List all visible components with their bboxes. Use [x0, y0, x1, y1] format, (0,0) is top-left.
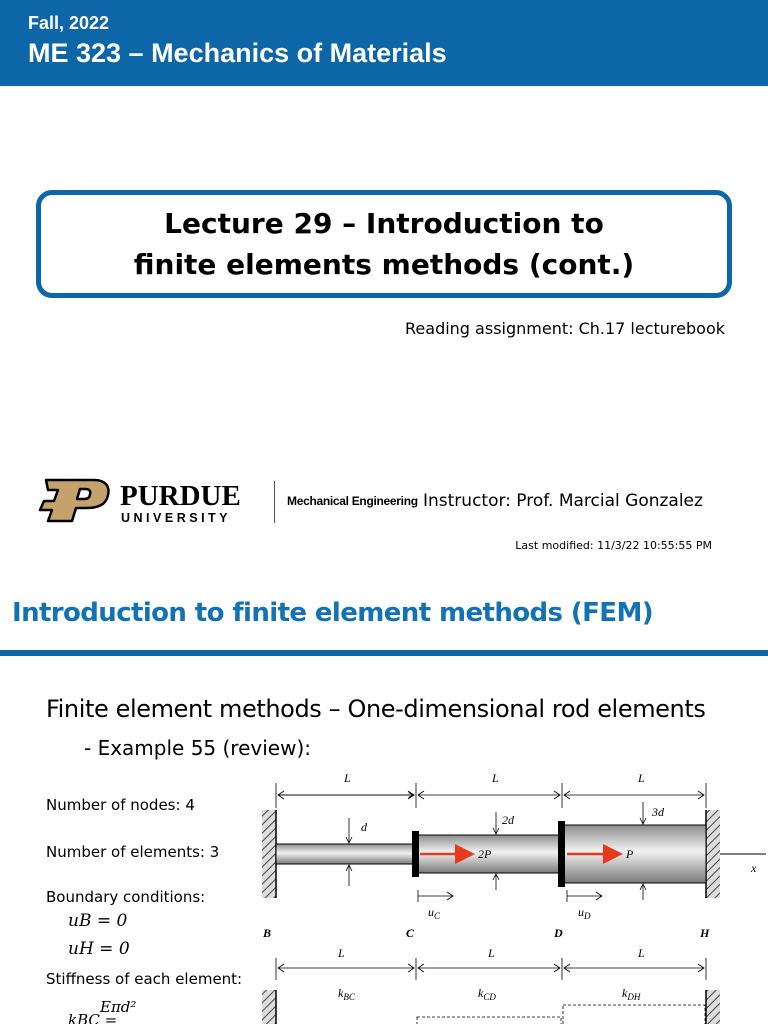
dim-label-cd: L: [492, 771, 499, 785]
kbc-lhs: kBC =: [68, 1011, 118, 1024]
stiffness-kdh: $k_{DH}$: [622, 986, 641, 1002]
section-title: Introduction to finite element methods (FEM): [12, 598, 654, 628]
element-box-cd: [417, 1017, 561, 1024]
dim-label-lower-cd: L: [488, 946, 495, 960]
bc-label: Boundary conditions:: [46, 888, 206, 906]
dim-label-bc: L: [344, 771, 351, 785]
dim-label-lower-bc: L: [338, 946, 345, 960]
instructor-label: Instructor: Prof. Marcial Gonzalez: [423, 491, 703, 511]
purdue-university: UNIVERSITY: [121, 511, 232, 525]
last-modified: Last modified: 11/3/22 10:55:55 PM: [515, 539, 712, 552]
lecture-title-line1: Lecture 29 – Introduction to: [164, 207, 604, 240]
nodes-count: Number of nodes: 4: [46, 796, 195, 814]
element-box-dh: [563, 1005, 705, 1024]
lower-right-wall: [706, 990, 720, 1024]
bc-uB: uB = 0: [68, 911, 128, 931]
diameter-2d: 2d: [502, 813, 514, 827]
purdue-brand: PURDUE: [120, 480, 241, 512]
kbc-numerator: Eπd²: [100, 998, 137, 1016]
diameter-3d: 3d: [652, 805, 664, 819]
node-plate-d: [558, 821, 565, 887]
node-label-b: B: [263, 926, 272, 940]
stiffness-kcd: $k_{CD}$: [478, 986, 496, 1002]
department-label: Mechanical Engineering: [287, 494, 418, 508]
force-2p-label: 2P: [478, 847, 492, 861]
example-label: - Example 55 (review):: [84, 736, 311, 760]
semester-label: Fall, 2022: [28, 13, 110, 33]
node-label-h: H: [700, 926, 710, 940]
disp-uc: $u_C$: [428, 905, 441, 921]
slide-heading: Finite element methods – One-dimensional rod elements: [46, 695, 706, 723]
bc-uH: uH = 0: [68, 939, 130, 959]
elements-count: Number of elements: 3: [46, 843, 220, 861]
disp-ud: $u_D$: [578, 905, 591, 921]
left-wall: [262, 810, 276, 898]
force-p-label: P: [626, 847, 634, 861]
lecture-title-line2: finite elements methods (cont.): [133, 248, 635, 281]
diameter-d: d: [361, 820, 367, 834]
node-plate-c: [412, 831, 419, 877]
stiffness-label: Stiffness of each element:: [46, 970, 243, 988]
stiffness-kbc: $k_{BC}$: [338, 986, 355, 1002]
course-title: ME 323 – Mechanics of Materials: [28, 38, 447, 68]
x-axis-label: x: [751, 861, 757, 875]
node-label-d: D: [554, 926, 563, 940]
dim-label-dh: L: [638, 771, 645, 785]
right-wall: [706, 810, 720, 898]
reading-assignment: Reading assignment: Ch.17 lecturebook: [405, 319, 725, 338]
rod-segment-bc: [276, 844, 416, 864]
lower-left-wall: [262, 990, 276, 1024]
node-label-c: C: [406, 926, 415, 940]
dim-label-lower-dh: L: [638, 946, 645, 960]
